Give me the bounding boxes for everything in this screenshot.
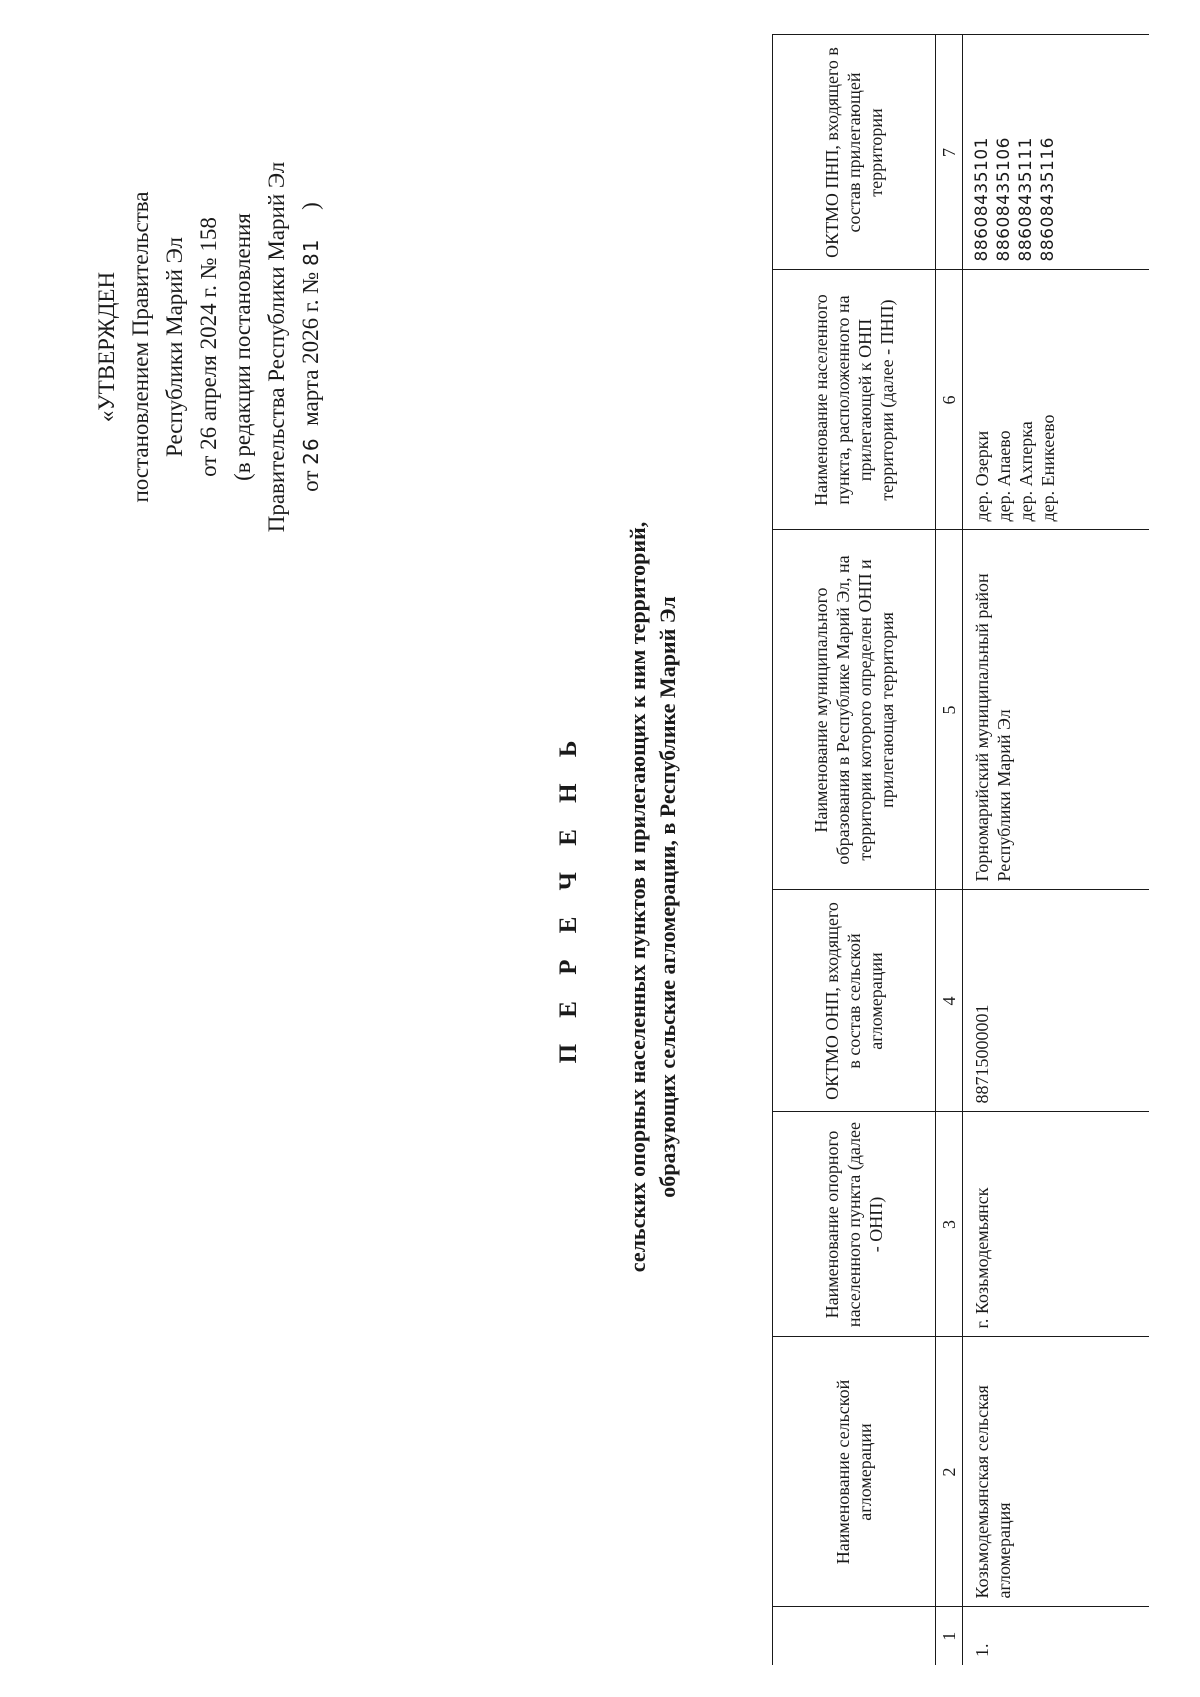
header-cell: Наименование населенного пункта, расположенного на прилегающей к ОНП территории (далее - ПНП) — [773, 270, 936, 530]
column-number: 2 — [936, 1337, 963, 1607]
document-subtitle-line: образующих сельские агломерации, в Республике Марий Эл — [655, 596, 680, 1198]
pnp-oktmo: 88608435116 — [1038, 137, 1058, 262]
column-number: 4 — [936, 890, 963, 1112]
header-cell: Наименование сельской агломерации — [773, 1337, 936, 1607]
column-number: 7 — [936, 35, 963, 270]
approval-stamp — [90, 137, 328, 557]
table-row — [963, 35, 1150, 1665]
approval-date-prefix: от — [298, 470, 323, 492]
column-number: 3 — [936, 1112, 963, 1337]
pnp-name: дер. Еникеево — [1038, 414, 1058, 522]
agglomeration-name: Козьмодемьянская сельская агломерация — [963, 1337, 1150, 1607]
pnp-oktmo: 88608435106 — [994, 137, 1014, 262]
approval-line: постановлением Правительства — [128, 191, 153, 503]
approval-last-line — [294, 137, 328, 557]
column-number-row — [936, 35, 963, 1665]
header-cell — [773, 1607, 936, 1665]
header-cell: ОКТМО ПНП, входящего в состав прилегающей территории — [773, 35, 936, 270]
row-number: 1. — [963, 1607, 1150, 1665]
approval-day: 26 — [299, 437, 323, 465]
pnp-name: дер. Ахперка — [1016, 421, 1036, 522]
document-title: П Е Р Е Ч Е Н Ь — [555, 730, 582, 1064]
document-subtitle-line: сельских опорных населенных пунктов и прилегающих к ним территорий, — [625, 521, 650, 1273]
pnp-oktmo-list — [963, 35, 1150, 270]
onp-name: г. Козьмодемьянск — [963, 1112, 1150, 1337]
onp-oktmo: 88715000001 — [963, 890, 1150, 1112]
header-cell: ОКТМО ОНП, входящего в состав сельской агломерации — [773, 890, 936, 1112]
approval-line: от 26 апреля 2024 г. № 158 — [196, 217, 221, 477]
approval-suffix: ) — [298, 202, 323, 210]
header-cell: Наименование муниципального образования в Республике Марий Эл, на территории которого определен ОНП и прилегающая территория — [773, 530, 936, 890]
approval-line: (в редакции постановления — [230, 213, 255, 481]
approval-line: «УТВЕРЖДЕН — [94, 271, 119, 423]
pnp-oktmo: 88608435101 — [972, 137, 992, 262]
pnp-oktmo: 88608435111 — [1016, 137, 1036, 262]
municipality-name: Горномарийский муниципальный район Республики Марий Эл — [963, 530, 1150, 890]
approval-number: 81 — [299, 238, 323, 267]
approval-date-middle: марта 2026 г. № — [298, 271, 323, 426]
approval-line: Правительства Республики Марий Эл — [264, 161, 289, 533]
document-title-block — [555, 317, 683, 1477]
pnp-list — [963, 270, 1150, 530]
approval-line: Республики Марий Эл — [162, 236, 187, 458]
column-number: 1 — [936, 1607, 963, 1665]
table-header-row — [773, 35, 936, 1665]
pnp-name: дер. Озерки — [972, 430, 992, 522]
pnp-name: дер. Апаево — [994, 430, 1014, 522]
header-cell: Наименование опорного населенного пункта (далее - ОНП) — [773, 1112, 936, 1337]
column-number: 5 — [936, 530, 963, 890]
agglomeration-table — [772, 35, 1149, 1666]
column-number: 6 — [936, 270, 963, 530]
